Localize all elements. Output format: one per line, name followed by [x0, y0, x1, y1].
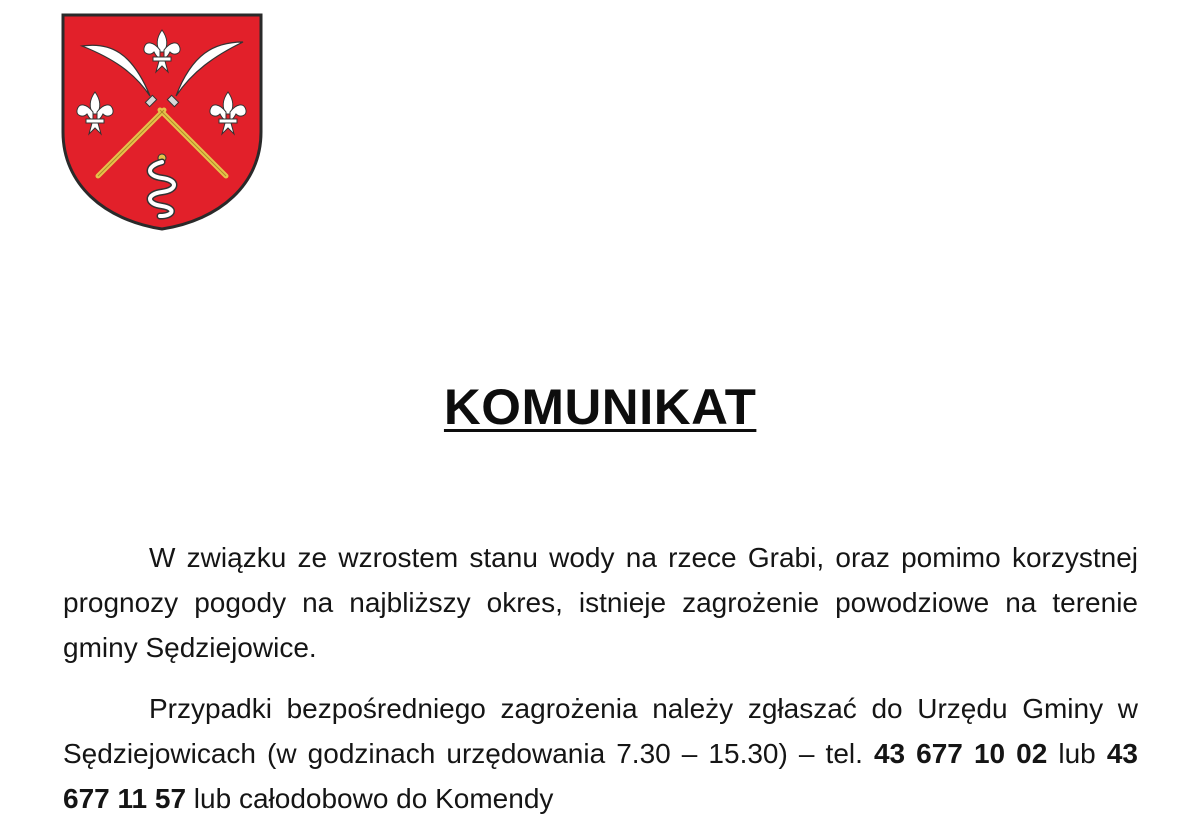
paragraph-reporting-text: Przypadki bezpośredniego zagrożenia należy zgłaszać do Urzędu Gminy w Sędziejowicach (w godzinach urzędowania 7.30 – 15.30) – tel. — [63, 693, 1138, 769]
connector-or-1: lub — [1047, 738, 1107, 769]
document-body — [63, 535, 1138, 821]
phone-number-2: 43 677 11 57 — [63, 738, 1138, 814]
document-title — [0, 378, 1200, 436]
phone-number-1: 43 677 10 02 — [873, 738, 1048, 769]
connector-or-2: lub całodobowo do Komendy — [186, 783, 554, 814]
coat-of-arms-logo — [60, 12, 264, 232]
document-title-text: KOMUNIKAT — [443, 379, 757, 435]
paragraph-reporting-info — [63, 686, 1138, 821]
paragraph-flood-warning: W związku ze wzrostem stanu wody na rzece Grabi, oraz pomimo korzystnej prognozy pogody na najbliższy okres, istnieje zagrożenie powodziowe na terenie gminy Sędziejowice. — [63, 542, 1138, 663]
